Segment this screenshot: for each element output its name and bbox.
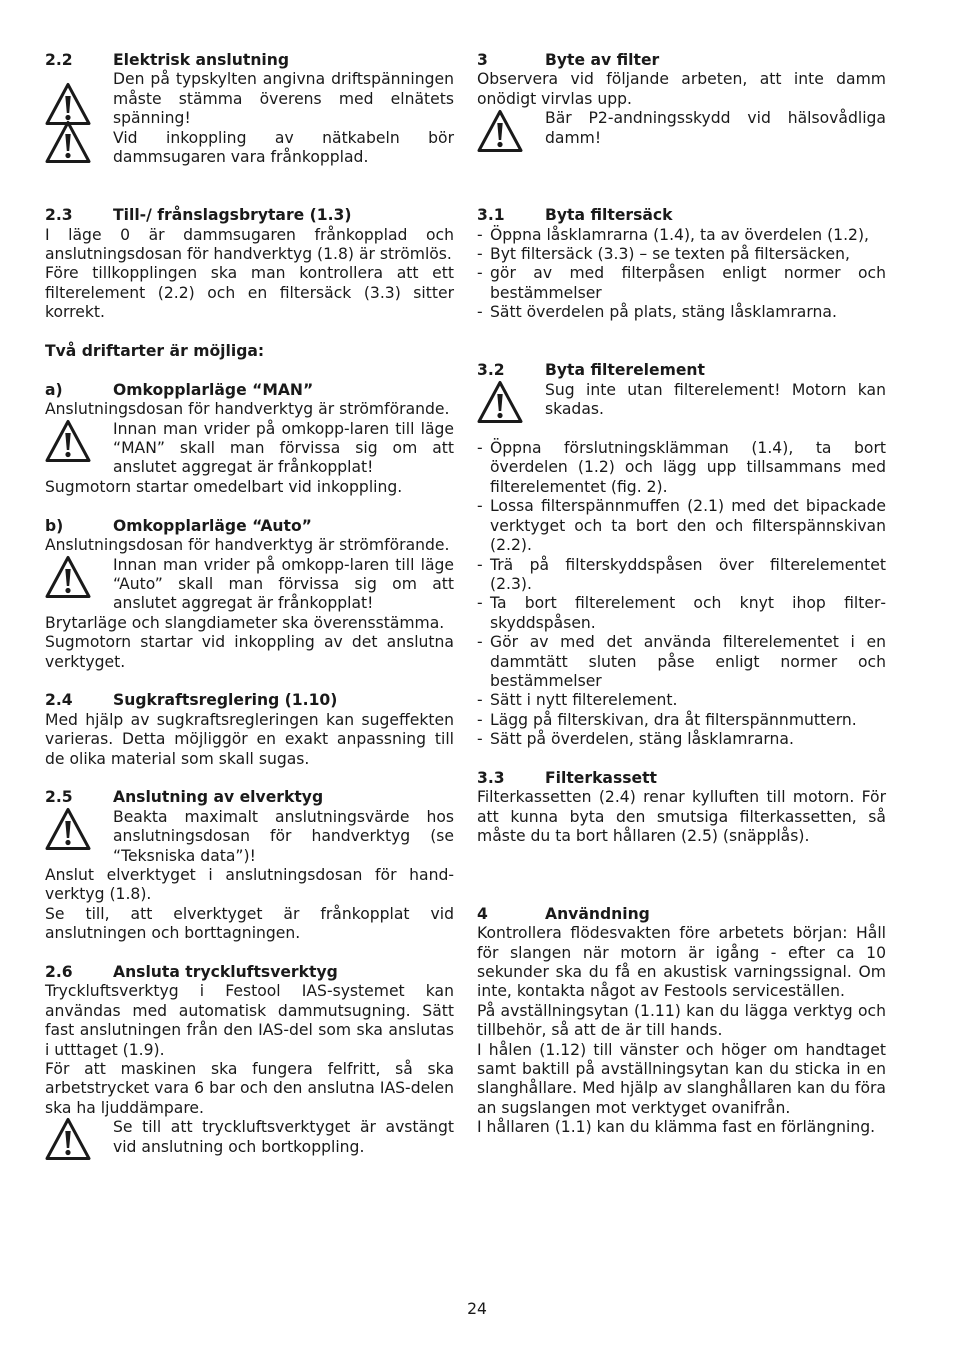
paragraph: Brytarläge och slangdiameter ska överensstämma. (45, 613, 445, 632)
warning-triangle-icon (477, 380, 523, 424)
paragraph: Observera vid följande arbeten, att inte damm onödigt virvlas upp. (477, 70, 886, 108)
list-item: - Gör av med det använda filterelementet i en dammtätt sluten påse enligt normer och bestämmelser (477, 633, 886, 691)
section-number: 4 (477, 904, 488, 923)
warning-triangle-icon (45, 1117, 91, 1161)
section-title: Anslutning av elverktyg (113, 788, 324, 807)
right-column (477, 51, 886, 1138)
section-number: 3.2 (477, 361, 505, 380)
paragraph: I hållaren (1.1) kan du klämma fast en förlängning. (477, 1118, 876, 1137)
section-title: Filterkassett (545, 768, 658, 787)
page-number: 24 (467, 1300, 487, 1318)
section-heading-2-3 (45, 206, 454, 225)
section-heading-2-5 (45, 788, 454, 807)
list-item: - Lossa filterspännmuffen (2.1) med det bipackade verktyget och ta bort den och filterspännskivan (2.2). (477, 497, 886, 555)
paragraph: På avställningsytan (1.11) kan du lägga verktyg och tillbehör, så att de är till hands. (477, 1001, 886, 1040)
paragraph: I hålen (1.12) till vänster och höger om handtaget samt baktill på avställningsytan kan du sticka in en slanghållare. Med hjälp av slanghållaren kan du föra an sugslangen mot verktyget ovanifrån. (477, 1040, 886, 1117)
paragraph: Se till, att elverktyget är frånkopplat vid anslutningen och borttagningen. (45, 904, 454, 943)
warning-text: Den på typskylten angivna driftspänningen måste stämma överens med elnätets spänning! (113, 70, 454, 128)
warning-triangle-icon (45, 555, 91, 599)
warning-text: Beakta maximalt anslutningsvärde hos anslutningsdosan för handverktyg (se “Teksniska data”)! (113, 807, 454, 865)
list-item: - Byt filtersäck (3.3) – se texten på filtersäcken, (477, 245, 886, 264)
section-title: Elektrisk anslutning (113, 51, 290, 69)
section-number: a) (45, 380, 63, 399)
section-number: 3 (477, 51, 488, 69)
paragraph: Anslut elverktyget i anslutningsdosan för handverktyg (1.8). (45, 865, 454, 904)
list-item: - Sätt överdelen på plats, stäng låsklamrarna. (477, 303, 886, 322)
list-item: - Öppna förslutningsklämman (1.4), ta bort överdelen (1.2) och lägg upp tillsammans med filterelementet (fig. 2). (477, 439, 886, 497)
section-heading-3-1 (477, 206, 886, 225)
warning-block (45, 556, 454, 614)
section-heading-3-2 (477, 361, 886, 380)
step-list (477, 439, 886, 750)
warning-block (45, 1118, 454, 1157)
paragraph: Kontrollera flödesvakten före arbetets början: Håll för slangen när motorn är igång - efter ca 10 sekunder ska du få en akustisk varningssignal. Om inte, kontakta något av Festools serviceställen. (477, 924, 886, 1001)
paragraph: Med hjälp av sugkraftsregleringen kan sugeffekten varieras. Detta möjliggör en exakt anpassning till de olika material som skall sugas. (45, 710, 454, 768)
warning-triangle-icon (477, 109, 523, 153)
left-column (45, 51, 454, 1157)
list-item: - Sätt på överdelen, stäng låsklamrarna. (477, 730, 886, 749)
paragraph: Anslutningsdosan för handverktyg är strömförande. (45, 536, 450, 555)
warning-text: Sug inte utan filterelement! Motorn kan skadas. (545, 380, 886, 419)
section-title: Användning (545, 904, 650, 923)
warning-text: Innan man vrider på omkopp-laren till läge “MAN” skall man förvissa sig om att anslutet aggregat är frånkopplat! (113, 419, 454, 477)
paragraph: För att maskinen ska fungera felfritt, så ska arbetstrycket vara 6 bar och den anslutna IAS-delen ska ha ljuddämpare. (45, 1060, 454, 1117)
warning-text: Vid inkoppling av nätkabeln bör dammsugaren vara frånkopplad. (113, 128, 454, 167)
section-title: Till-/ frånslagsbrytare (1.3) (113, 206, 352, 225)
warning-block (477, 381, 886, 420)
warning-triangle-icon (45, 120, 91, 164)
warning-block (45, 129, 454, 168)
warning-block (45, 420, 454, 478)
section-number: b) (45, 516, 64, 535)
section-heading-2-6 (45, 963, 454, 982)
warning-triangle-icon (45, 807, 91, 851)
section-number: 2.5 (45, 788, 73, 807)
paragraph: Sugmotorn startar vid inkoppling av det anslutna verktyget. (45, 633, 454, 671)
warning-block (45, 70, 454, 128)
list-item: - Trä på filterskyddspåsen över filterelementet (2.3). (477, 556, 886, 595)
list-item: - Lägg på filterskivan, dra åt filterspännmuttern. (477, 711, 886, 730)
list-item: - Sätt i nytt filterelement. (477, 691, 886, 710)
warning-block (477, 109, 886, 148)
paragraph: Filterkassetten (2.4) renar kylluften till motorn. För att kunna byta den smutsiga filterkassetten, så måste du ta bort hållaren (2.5) (snäpplås). (477, 788, 886, 846)
mode-heading-b (45, 517, 454, 536)
warning-text: Se till att tryckluftsverktyget är avstängt vid anslutning och bortkoppling. (113, 1118, 454, 1156)
list-item: - Öppna låsklamrarna (1.4), ta av överdelen (1.2), (477, 226, 886, 245)
section-title: Byte av filter (545, 51, 660, 69)
section-number: 2.4 (45, 691, 73, 710)
section-number: 3.3 (477, 768, 505, 787)
section-title: Ansluta tryckluftsverktyg (113, 962, 338, 981)
section-heading-4 (477, 905, 886, 924)
section-title: Byta filtersäck (545, 206, 673, 225)
warning-triangle-icon (45, 419, 91, 463)
section-heading-3 (477, 51, 886, 70)
section-heading-2-4 (45, 691, 454, 710)
paragraph: I läge 0 är dammsugaren frånkopplad och anslutningsdosan för handverktyg (1.8) är strömlös. (45, 225, 454, 264)
subheading: Två driftarter är möjliga: (45, 342, 265, 361)
list-item: - gör av med filterpåsen enligt normer och bestämmelser (477, 264, 886, 303)
section-number: 2.2 (45, 51, 73, 69)
section-title: Sugkraftsreglering (1.10) (113, 691, 338, 710)
section-title: Byta filterelement (545, 361, 705, 380)
warning-text: Innan man vrider på omkopp-laren till läge “Auto” skall man förvissa sig om att anslutet aggregat är frånkopplat! (113, 555, 454, 613)
mode-heading-a (45, 381, 454, 400)
paragraph: Anslutningsdosan för handverktyg är strömförande. (45, 400, 450, 419)
section-number: 2.6 (45, 962, 73, 981)
section-heading-2-2 (45, 51, 454, 70)
paragraph: Tryckluftsverktyg i Festool IAS-systemet kan användas med automatisk dammutsugning. Sätt fast anslutningen från den IAS-del som ska anslutas i utttaget (1.9). (45, 982, 454, 1059)
section-heading-3-3 (477, 769, 886, 788)
section-title: Omkopplarläge “Auto” (113, 516, 312, 535)
warning-text: Bär P2-andningsskydd vid hälsovådliga damm! (545, 109, 886, 147)
section-title: Omkopplarläge “MAN” (113, 380, 314, 399)
paragraph: Sugmotorn startar omedelbart vid inkoppling. (45, 477, 403, 496)
warning-block (45, 808, 454, 866)
section-number: 3.1 (477, 206, 505, 225)
section-number: 2.3 (45, 206, 73, 225)
paragraph: Före tillkopplingen ska man kontrollera att ett filterelement (2.2) och en filtersäck (3.3) sitter korrekt. (45, 264, 454, 322)
step-list (477, 226, 886, 323)
list-item: - Ta bort filterelement och knyt ihop filterskyddspåsen. (477, 594, 886, 633)
